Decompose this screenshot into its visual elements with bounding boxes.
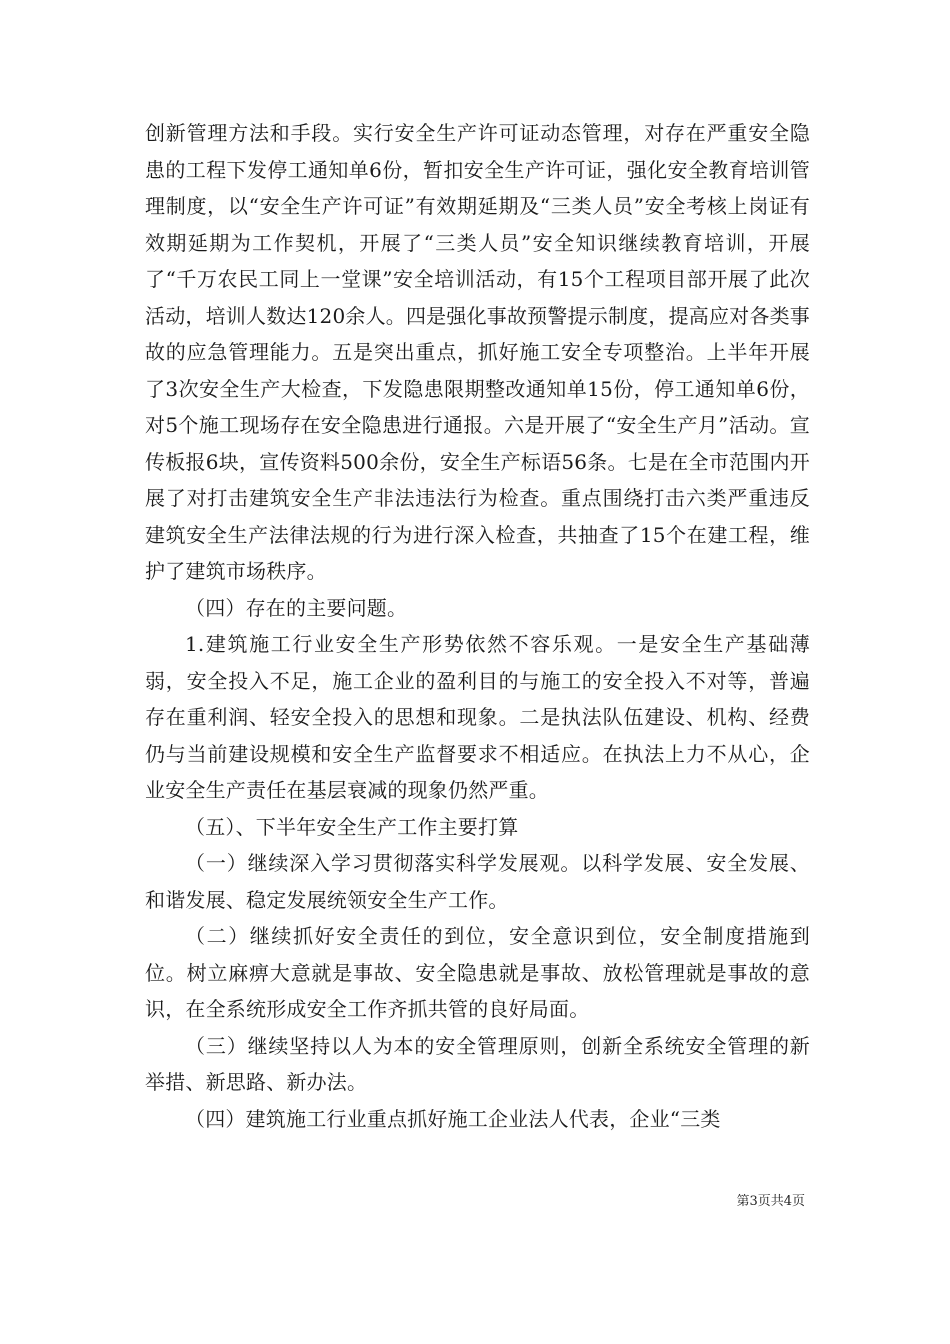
paragraph-plan-4: （四）建筑施工行业重点抓好施工企业法人代表，企业“三类 — [185, 1106, 721, 1131]
section-heading-main-problems: （四）存在的主要问题。 — [185, 595, 408, 620]
document-body — [145, 115, 810, 1137]
paragraph-plan-3: （三）继续坚持以人为本的安全管理原则，创新全系统安全管理的新举措、新思路、新办法。 — [145, 1033, 810, 1094]
paragraph-problem-1: 1.建筑施工行业安全生产形势依然不容乐观。一是安全生产基础薄弱，安全投入不足，施工企业的盈利目的与施工的安全投入不对等，普遍存在重利润、轻安全投入的思想和现象。二是执法队伍建设、机构、经费仍与当前建设规模和安全生产监督要求不相适应。在执法上力不从心，企业安全生产责任在基层衰减的现象仍然严重。 — [145, 632, 810, 802]
page-number-footer: 第3页共4页 — [736, 1194, 805, 1209]
section-heading-second-half-plan: （五）、下半年安全生产工作主要打算 — [185, 814, 519, 839]
paragraph-plan-2: （二）继续抓好安全责任的到位，安全意识到位，安全制度措施到位。树立麻痹大意就是事故、安全隐患就是事故、放松管理就是事故的意识，在全系统形成安全工作齐抓共管的良好局面。 — [145, 924, 810, 1021]
paragraph-plan-1: （一）继续深入学习贯彻落实科学发展观。以科学发展、安全发展、和谐发展、稳定发展统领安全生产工作。 — [145, 851, 810, 912]
paragraph-continuation: 创新管理方法和手段。实行安全生产许可证动态管理，对存在严重安全隐患的工程下发停工通知单6份，暂扣安全生产许可证，强化安全教育培训管理制度，以“安全生产许可证”有效期延期及“三类人员”安全考核上岗证有效期延期为工作契机，开展了“三类人员”安全知识继续教育培训，开展了“千万农民工同上一堂课”安全培训活动，有15个工程项目部开展了此次活动，培训人数达120余人。四是强化事故预警提示制度，提高应对各类事故的应急管理能力。五是突出重点，抓好施工安全专项整治。上半年开展了3次安全生产大检查，下发隐患限期整改通知单15份，停工通知单6份，对5个施工现场存在安全隐患进行通报。六是开展了“安全生产月”活动。宣传板报6块，宣传资料500余份，安全生产标语56条。七是在全市范围内开展了对打击建筑安全生产非法违法行为检查。重点围绕打击六类严重违反建筑安全生产法律法规的行为进行深入检查，共抽查了15个在建工程，维护了建筑市场秩序。 — [145, 121, 810, 583]
